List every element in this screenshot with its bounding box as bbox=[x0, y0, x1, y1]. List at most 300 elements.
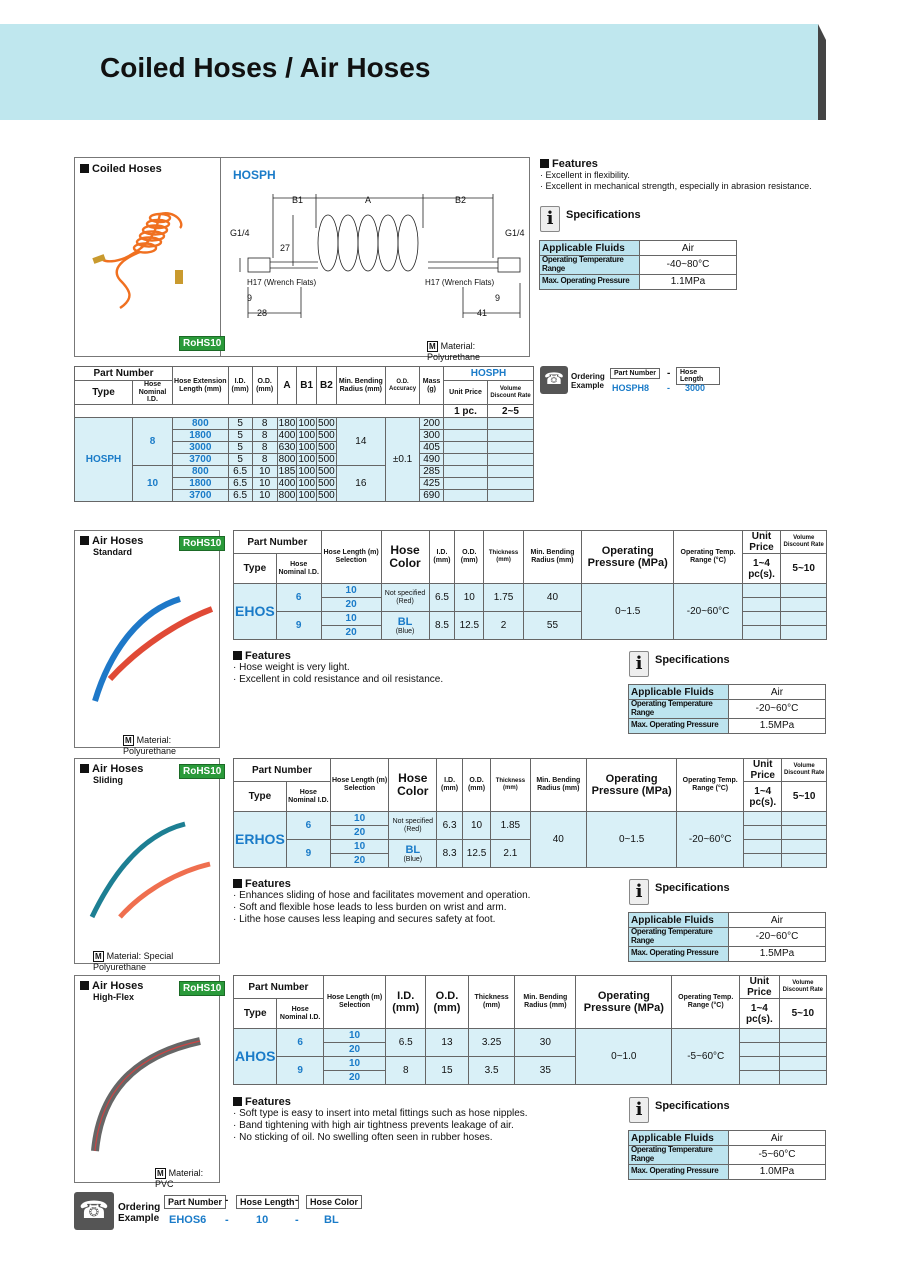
common-m: M bbox=[95, 952, 102, 961]
erhos-hose-image bbox=[80, 809, 216, 929]
common-h_vol: Volume Discount Rate bbox=[781, 531, 827, 554]
common-spec_title: Specifications bbox=[655, 882, 730, 894]
common-h_nominal: Hose Nominal I.D. bbox=[286, 782, 330, 812]
common-h_len: Hose Length (m) Selection bbox=[323, 976, 385, 1029]
dim-g1: G1/4 bbox=[230, 228, 250, 238]
coiled-table-rows-1-id: 5 bbox=[228, 430, 252, 442]
common-c2: BL bbox=[397, 615, 413, 628]
coiled-ordering-title2: Example bbox=[571, 381, 604, 390]
ehos-spec-2-v: 1.5MPa bbox=[729, 718, 826, 733]
ahos-hose-image bbox=[80, 1026, 216, 1156]
dim-b1: B1 bbox=[292, 195, 304, 205]
ehos-material: Material: Polyurethane bbox=[123, 735, 177, 756]
common-features_title: Features bbox=[245, 650, 291, 662]
erhos-sub: Sliding bbox=[93, 775, 123, 785]
common-c2: BL bbox=[405, 843, 421, 856]
common-h_type: Type bbox=[234, 782, 287, 812]
ahos-r9-od: 15 bbox=[426, 1057, 469, 1085]
common-h_press: Operating Pressure (MPa) bbox=[587, 759, 677, 812]
dim-41: 41 bbox=[477, 308, 488, 318]
dim-27: 27 bbox=[280, 243, 291, 253]
common-l20: 20 bbox=[330, 826, 388, 840]
ahos-features bbox=[233, 1096, 613, 1144]
ordering2-pn: Part Number bbox=[164, 1195, 226, 1209]
common-l10: 10 bbox=[321, 612, 381, 626]
erhos-spec-0-k: Applicable Fluids bbox=[629, 913, 729, 928]
coiled-table-rows-0-mass: 200 bbox=[420, 418, 444, 430]
ahos-r6-bend: 30 bbox=[515, 1029, 576, 1057]
common-m: M bbox=[125, 736, 132, 745]
common-features_title: Features bbox=[245, 878, 291, 890]
coiled-spec-1-v: -40~80°C bbox=[640, 256, 737, 275]
coiled-table-acc: ±0.1 bbox=[385, 418, 419, 502]
coiled-table-rows-0-a: 180 bbox=[278, 418, 296, 430]
ehos-sub: Standard bbox=[93, 547, 133, 557]
common-h_unit: Unit Price bbox=[744, 759, 782, 782]
coiled-table-h_b1: B1 bbox=[297, 367, 317, 405]
coiled-table-h_id: I.D. (mm) bbox=[228, 367, 252, 405]
coiled-table-rows-4-mass: 285 bbox=[420, 466, 444, 478]
coiled-table-rows-1-b1: 100 bbox=[298, 430, 316, 442]
coiled-table-h_od: O.D. (mm) bbox=[252, 367, 277, 405]
common-l20: 20 bbox=[330, 854, 388, 868]
ehos-temp: -20~60°C bbox=[674, 584, 742, 640]
coiled-table-h_a: A bbox=[277, 367, 297, 405]
ehos-press: 0~1.5 bbox=[582, 584, 674, 640]
ahos-label: Air Hoses bbox=[92, 980, 144, 992]
dim-h17-left: H17 (Wrench Flats) bbox=[247, 278, 317, 287]
common-h_bend: Min. Bending Radius (mm) bbox=[523, 531, 581, 584]
erhos-spec-2-v: 1.5MPa bbox=[729, 946, 826, 961]
common-h_14: 1~4 pc(s). bbox=[742, 554, 781, 584]
common-l10: 10 bbox=[323, 1029, 385, 1043]
ehos-r6-od: 10 bbox=[455, 584, 484, 612]
erhos-features-0: · Enhances sliding of hose and facilitates movement and operation. bbox=[233, 890, 531, 901]
common-h_nominal: Hose Nominal I.D. bbox=[277, 999, 323, 1029]
common-h_vol: Volume Discount Rate bbox=[779, 976, 826, 999]
coiled-table-rows-0-id: 5 bbox=[228, 418, 252, 430]
coiled-ordering-dash: - bbox=[667, 368, 671, 379]
common-h_510: 5~10 bbox=[779, 999, 826, 1029]
common-spec_title: Specifications bbox=[655, 1100, 730, 1112]
ahos-spec-1-v: -5~60°C bbox=[729, 1146, 826, 1165]
common-h_partnumber: Part Number bbox=[234, 759, 331, 782]
dim-9a: 9 bbox=[247, 293, 253, 303]
ahos-r6-t: 3.25 bbox=[468, 1029, 515, 1057]
common-h_510: 5~10 bbox=[781, 554, 827, 584]
coiled-table-type: HOSPH bbox=[75, 418, 133, 502]
coiled-table-rows-4-len: 800 bbox=[173, 466, 229, 478]
coiled-photo-panel bbox=[75, 158, 221, 356]
common-h_press: Operating Pressure (MPa) bbox=[576, 976, 672, 1029]
coiled-table-rows-5-od: 10 bbox=[252, 478, 277, 490]
ehos-r9-bend: 55 bbox=[523, 612, 581, 640]
coiled-table-rows-2-id: 5 bbox=[228, 442, 252, 454]
ahos-r6-id: 6.5 bbox=[386, 1029, 426, 1057]
info-icon: i bbox=[540, 206, 560, 232]
coiled-spec-0-v: Air bbox=[640, 241, 737, 256]
common-h_thick: Thickness (mm) bbox=[484, 531, 524, 584]
common-h_type: Type bbox=[234, 999, 277, 1029]
common-h_id: I.D. (mm) bbox=[429, 531, 455, 584]
coiled-table-rows-4-b1: 100 bbox=[298, 466, 316, 478]
coiled-table-h_1pc: 1 pc. bbox=[444, 405, 488, 418]
common-n6: 6 bbox=[277, 1029, 323, 1057]
ehos-table bbox=[233, 530, 827, 640]
coiled-spec_title: Specifications bbox=[566, 209, 641, 221]
common-c1: Not specified bbox=[392, 817, 434, 825]
common-h_14: 1~4 pc(s). bbox=[744, 782, 782, 812]
ahos-r9-id: 8 bbox=[386, 1057, 426, 1085]
ehos-r6-id: 6.5 bbox=[429, 584, 455, 612]
coiled-table-rows-6-mass: 690 bbox=[420, 490, 444, 502]
ahos-spec-2-k: Max. Operating Pressure bbox=[629, 1164, 729, 1179]
coiled-table-rows-3-mass: 490 bbox=[420, 454, 444, 466]
common-l20: 20 bbox=[323, 1071, 385, 1085]
coiled-drawing-title: HOSPH bbox=[233, 168, 276, 182]
common-n9: 9 bbox=[286, 840, 330, 868]
ehos-spec-1-v: -20~60°C bbox=[729, 700, 826, 719]
common-n6: 6 bbox=[276, 584, 321, 612]
common-c1b: (Red) bbox=[404, 825, 422, 833]
coiled-table-h_ext: Hose Extension Length (mm) bbox=[173, 367, 229, 405]
coiled-table-rows-3-len: 3700 bbox=[173, 454, 229, 466]
ehos-r6-bend: 40 bbox=[523, 584, 581, 612]
coiled-label: Coiled Hoses bbox=[92, 163, 162, 175]
dim-a: A bbox=[365, 195, 372, 205]
ordering2-title2: Example bbox=[118, 1213, 160, 1224]
ordering2-v1: EHOS6 bbox=[169, 1214, 207, 1226]
coiled-table-h_25: 2~5 bbox=[488, 405, 534, 418]
common-h_press: Operating Pressure (MPa) bbox=[582, 531, 674, 584]
coiled-table-r14: 14 bbox=[336, 418, 385, 466]
erhos-spec-2-k: Max. Operating Pressure bbox=[629, 946, 729, 961]
ahos-h_thick: Thickness (mm) bbox=[468, 976, 515, 1029]
page-title: Coiled Hoses / Air Hoses bbox=[100, 52, 431, 83]
ordering2-dash: - bbox=[225, 1214, 229, 1226]
coiled-table-n8: 8 bbox=[133, 418, 173, 466]
common-h_od: O.D. (mm) bbox=[455, 531, 484, 584]
coiled-table-rows-5-id: 6.5 bbox=[228, 478, 252, 490]
common-l20: 20 bbox=[321, 598, 381, 612]
erhos-r9-t: 2.1 bbox=[491, 840, 530, 868]
coiled-table-rows-3-a: 800 bbox=[278, 454, 296, 466]
erhos-type: ERHOS bbox=[234, 812, 287, 868]
common-rohs: RoHS10 bbox=[179, 981, 225, 996]
ordering2-v3: BL bbox=[324, 1214, 339, 1226]
common-features_title: Features bbox=[245, 1096, 291, 1108]
coiled-table-rows-1-od: 8 bbox=[252, 430, 277, 442]
common-h_od: O.D. (mm) bbox=[426, 976, 469, 1029]
common-h_partnumber: Part Number bbox=[234, 531, 322, 554]
coiled-table-rows-5-b2: 500 bbox=[318, 478, 335, 490]
coiled-table-rows-1-mass: 300 bbox=[420, 430, 444, 442]
coiled-ordering-title1: Ordering bbox=[571, 372, 605, 381]
common-h_temp: Operating Temp. Range (°C) bbox=[672, 976, 740, 1029]
ordering2-dash: - bbox=[225, 1195, 229, 1206]
coiled-table-rows-4-id: 6.5 bbox=[228, 466, 252, 478]
ehos-features-0: · Hose weight is very light. bbox=[233, 662, 350, 673]
coiled-table-h_partnumber: Part Number bbox=[75, 367, 173, 381]
ehos-spec-1-k: Operating Temperature Range bbox=[629, 700, 729, 719]
erhos-photo-panel bbox=[74, 758, 222, 972]
coiled-features-title: Features bbox=[552, 158, 598, 170]
erhos-r9-id: 8.3 bbox=[437, 840, 463, 868]
common-h_bend: Min. Bending Radius (mm) bbox=[530, 759, 587, 812]
ahos-photo-panel bbox=[74, 975, 222, 1189]
coiled-table-rows-6-od: 10 bbox=[252, 490, 277, 502]
common-l20: 20 bbox=[323, 1043, 385, 1057]
ordering2-title1: Ordering bbox=[118, 1202, 161, 1213]
info-icon: i bbox=[629, 1097, 649, 1123]
coiled-material: Material: Polyurethane bbox=[427, 341, 481, 362]
coiled-table-rows-4-od: 10 bbox=[252, 466, 277, 478]
common-c1b: (Red) bbox=[396, 597, 414, 605]
coiled-table-rows-5-a: 400 bbox=[278, 478, 296, 490]
ahos-type: AHOS bbox=[234, 1029, 277, 1085]
common-h_unit: Unit Price bbox=[740, 976, 780, 999]
coiled-table-rows-3-od: 8 bbox=[252, 454, 277, 466]
ehos-features bbox=[233, 650, 613, 686]
coiled-table-h_acc: O.D. Accuracy bbox=[385, 367, 419, 405]
erhos-spec-0-v: Air bbox=[729, 913, 826, 928]
coiled-table-rows-5-len: 1800 bbox=[173, 478, 229, 490]
common-rohs: RoHS10 bbox=[179, 536, 225, 551]
ahos-spec-2-v: 1.0MPa bbox=[729, 1164, 826, 1179]
coiled-table-rows-1-b2: 500 bbox=[318, 430, 335, 442]
common-h_510: 5~10 bbox=[782, 782, 827, 812]
common-l10: 10 bbox=[321, 584, 381, 598]
common-l10: 10 bbox=[323, 1057, 385, 1071]
erhos-features-2: · Lithe hose causes less leaping and secures safety at foot. bbox=[233, 914, 496, 925]
coiled-table-h_mass: Mass (g) bbox=[420, 367, 444, 405]
coiled-table-rows-4-b2: 500 bbox=[318, 466, 335, 478]
ahos-h_bend: Min. Bending Radius (mm) bbox=[515, 976, 576, 1029]
common-h_partnumber: Part Number bbox=[234, 976, 324, 999]
erhos-temp: -20~60°C bbox=[677, 812, 744, 868]
common-spec_title: Specifications bbox=[655, 654, 730, 666]
common-l10: 10 bbox=[330, 840, 388, 854]
ordering2-v2: 10 bbox=[256, 1214, 269, 1226]
ahos-features-1: · Band tightening with high air tightness prevents leakage of air. bbox=[233, 1120, 514, 1131]
coiled-table-rows-3-id: 5 bbox=[228, 454, 252, 466]
coiled-spec-2-v: 1.1MPa bbox=[640, 274, 737, 289]
common-h_thick: Thickness (mm) bbox=[491, 759, 530, 812]
ahos-sub: High-Flex bbox=[93, 992, 135, 1002]
coiled-table-rows-0-b1: 100 bbox=[298, 418, 316, 430]
ehos-r9-id: 8.5 bbox=[429, 612, 455, 640]
ahos-r6-od: 13 bbox=[426, 1029, 469, 1057]
ahos-spec-1-k: Operating Temperature Range bbox=[629, 1146, 729, 1165]
coiled-table-rows-2-a: 630 bbox=[278, 442, 296, 454]
coiled-spec-1-k: Operating Temperature Range bbox=[540, 256, 640, 275]
common-h_temp: Operating Temp. Range (°C) bbox=[677, 759, 744, 812]
ehos-features-1: · Excellent in cold resistance and oil resistance. bbox=[233, 674, 444, 685]
coiled-label bbox=[80, 163, 162, 175]
rohs-badge: RoHS10 bbox=[179, 336, 225, 351]
ahos-spec-0-k: Applicable Fluids bbox=[629, 1131, 729, 1146]
coiled-spec-2-k: Max. Operating Pressure bbox=[540, 274, 640, 289]
common-h_temp: Operating Temp. Range (°C) bbox=[674, 531, 742, 584]
ehos-spec-2-k: Max. Operating Pressure bbox=[629, 718, 729, 733]
common-rohs: RoHS10 bbox=[179, 764, 225, 779]
info-icon: i bbox=[629, 879, 649, 905]
ehos-type: EHOS bbox=[234, 584, 277, 640]
coiled-ordering-dash: - bbox=[667, 383, 670, 393]
ordering2-dash: - bbox=[295, 1214, 299, 1226]
coiled-features bbox=[540, 158, 830, 192]
ordering2-dash: - bbox=[295, 1195, 299, 1206]
coiled-hose-image bbox=[85, 198, 205, 318]
common-h_id: I.D. (mm) bbox=[437, 759, 463, 812]
ehos-r9-od: 12.5 bbox=[455, 612, 484, 640]
coiled-table-rows-2-b1: 100 bbox=[298, 442, 316, 454]
ahos-table bbox=[233, 975, 827, 1085]
coiled-table-h_nominal: Hose Nominal I.D. bbox=[133, 381, 173, 405]
coiled-table-h_vol: Volume Discount Rate bbox=[488, 381, 534, 405]
coiled-spec-header bbox=[540, 206, 641, 232]
coiled-table-rows-3-b1: 100 bbox=[298, 454, 316, 466]
coiled-table-rows-6-b2: 500 bbox=[318, 490, 335, 502]
common-h_14: 1~4 pc(s). bbox=[740, 999, 780, 1029]
erhos-spec-1-k: Operating Temperature Range bbox=[629, 928, 729, 947]
common-h_type: Type bbox=[234, 554, 277, 584]
coiled-table-rows-1-len: 1800 bbox=[173, 430, 229, 442]
dim-g2: G1/4 bbox=[505, 228, 525, 238]
common-c2b: (Blue) bbox=[395, 627, 415, 635]
coiled-table-rows-6-b1: 100 bbox=[298, 490, 316, 502]
coiled-material bbox=[427, 341, 529, 362]
common-h_id: I.D. (mm) bbox=[386, 976, 426, 1029]
coiled-table-rows-5-b1: 100 bbox=[298, 478, 316, 490]
coiled-table-h_unit: Unit Price bbox=[444, 381, 488, 405]
erhos-r6-od: 10 bbox=[462, 812, 490, 840]
coiled-table-rows-0-b2: 500 bbox=[318, 418, 335, 430]
erhos-material: Material: Special Polyurethane bbox=[93, 951, 174, 972]
ehos-spec-table bbox=[628, 684, 826, 734]
coiled-table-rows-2-b2: 500 bbox=[318, 442, 335, 454]
coiled-table-h_bend: Min. Bending Radius (mm) bbox=[336, 367, 385, 405]
coiled-table-rows-2-mass: 405 bbox=[420, 442, 444, 454]
coiled-ordering-hl: Hose Length bbox=[676, 367, 720, 385]
common-h_nominal: Hose Nominal I.D. bbox=[276, 554, 321, 584]
erhos-spec-table bbox=[628, 912, 826, 962]
erhos-r6-t: 1.85 bbox=[491, 812, 530, 840]
ehos-spec-0-k: Applicable Fluids bbox=[629, 685, 729, 700]
common-h_len: Hose Length (m) Selection bbox=[330, 759, 388, 812]
ahos-material: Material: PVC bbox=[155, 1168, 204, 1189]
coiled-dimension-drawing bbox=[223, 188, 523, 328]
dim-b2: B2 bbox=[455, 195, 467, 205]
coiled-feature-1: · Excellent in flexibility. bbox=[540, 170, 630, 180]
erhos-bend: 40 bbox=[530, 812, 587, 868]
ehos-r9-t: 2 bbox=[484, 612, 524, 640]
erhos-r6-id: 6.3 bbox=[437, 812, 463, 840]
coiled-table-r16: 16 bbox=[336, 466, 385, 502]
ahos-spec-0-v: Air bbox=[729, 1131, 826, 1146]
erhos-table bbox=[233, 758, 827, 868]
common-h_od: O.D. (mm) bbox=[462, 759, 490, 812]
coiled-table-h_type: Type bbox=[75, 381, 133, 405]
coiled-spec-0-k: Applicable Fluids bbox=[540, 241, 640, 256]
coiled-ordering-example bbox=[540, 366, 720, 396]
ahos-r9-bend: 35 bbox=[515, 1057, 576, 1085]
common-h_color: Hose Color bbox=[389, 759, 437, 812]
common-n6: 6 bbox=[286, 812, 330, 840]
ahos-r9-t: 3.5 bbox=[468, 1057, 515, 1085]
phone-icon: ☎ bbox=[540, 366, 568, 394]
ordering2-hl: Hose Length bbox=[236, 1195, 299, 1209]
coiled-table-rows-0-od: 8 bbox=[252, 418, 277, 430]
common-c2b: (Blue) bbox=[403, 855, 423, 863]
coiled-table-rows-1-a: 400 bbox=[278, 430, 296, 442]
erhos-press: 0~1.5 bbox=[587, 812, 677, 868]
common-h_color: Hose Color bbox=[381, 531, 429, 584]
ahos-features-0: · Soft type is easy to insert into metal fittings such as hose nipples. bbox=[233, 1108, 528, 1119]
common-n9: 9 bbox=[276, 612, 321, 640]
coiled-table-rows-3-b2: 500 bbox=[318, 454, 335, 466]
coiled-table-n10: 10 bbox=[133, 466, 173, 502]
ehos-spec-0-v: Air bbox=[729, 685, 826, 700]
coiled-price-table bbox=[74, 366, 534, 502]
common-l10: 10 bbox=[330, 812, 388, 826]
coiled-table-h_hosph: HOSPH bbox=[444, 367, 534, 381]
coiled-table-rows-4-a: 185 bbox=[278, 466, 296, 478]
ehos-label: Air Hoses bbox=[92, 535, 144, 547]
coiled-feature-2: · Excellent in mechanical strength, especially in abrasion resistance. bbox=[540, 181, 812, 191]
erhos-features-1: · Soft and flexible hose leads to less burden on wrist and arm. bbox=[233, 902, 507, 913]
common-c1: Not specified bbox=[384, 589, 426, 597]
erhos-r9-od: 12.5 bbox=[462, 840, 490, 868]
coiled-table-rows-6-len: 3700 bbox=[173, 490, 229, 502]
common-h_unit: Unit Price bbox=[742, 531, 781, 554]
coiled-figure-box bbox=[74, 157, 530, 362]
dim-h17-right: H17 (Wrench Flats) bbox=[425, 278, 495, 287]
phone-icon: ☎ bbox=[74, 1192, 114, 1230]
ehos-photo-panel bbox=[74, 530, 222, 756]
coiled-spec-table bbox=[539, 240, 737, 290]
dim-28: 28 bbox=[257, 308, 268, 318]
coiled-table-rows-2-od: 8 bbox=[252, 442, 277, 454]
ehos-r6-t: 1.75 bbox=[484, 584, 524, 612]
ordering-example bbox=[74, 1192, 374, 1232]
dim-9b: 9 bbox=[495, 293, 501, 303]
common-n9: 9 bbox=[277, 1057, 323, 1085]
page-header bbox=[0, 24, 826, 120]
common-m: M bbox=[157, 1169, 164, 1178]
ehos-hose-image bbox=[80, 591, 216, 711]
common-h_len: Hose Length (m) Selection bbox=[321, 531, 381, 584]
common-h_vol: Volume Discount Rate bbox=[782, 759, 827, 782]
coiled-ordering-v2: 3000 bbox=[685, 383, 706, 393]
ahos-features-2: · No sticking of oil. No swelling often seen in rubber hoses. bbox=[233, 1132, 493, 1143]
coiled-table-rows-2-len: 3000 bbox=[173, 442, 229, 454]
ordering2-hc: Hose Color bbox=[306, 1195, 362, 1209]
coiled-table-rows-6-id: 6.5 bbox=[228, 490, 252, 502]
coiled-material_prefix: M bbox=[429, 342, 436, 351]
ahos-press: 0~1.0 bbox=[576, 1029, 672, 1085]
erhos-spec-1-v: -20~60°C bbox=[729, 928, 826, 947]
coiled-table-rows-5-mass: 425 bbox=[420, 478, 444, 490]
ahos-spec-table bbox=[628, 1130, 826, 1180]
coiled-ordering-pn: Part Number bbox=[610, 368, 660, 379]
coiled-ordering-v1: HOSPH8 bbox=[612, 383, 650, 393]
coiled-table-h_b2: B2 bbox=[317, 367, 337, 405]
coiled-table-rows-0-len: 800 bbox=[173, 418, 229, 430]
coiled-table-rows-6-a: 800 bbox=[278, 490, 296, 502]
ahos-temp: -5~60°C bbox=[672, 1029, 740, 1085]
erhos-features bbox=[233, 878, 613, 926]
